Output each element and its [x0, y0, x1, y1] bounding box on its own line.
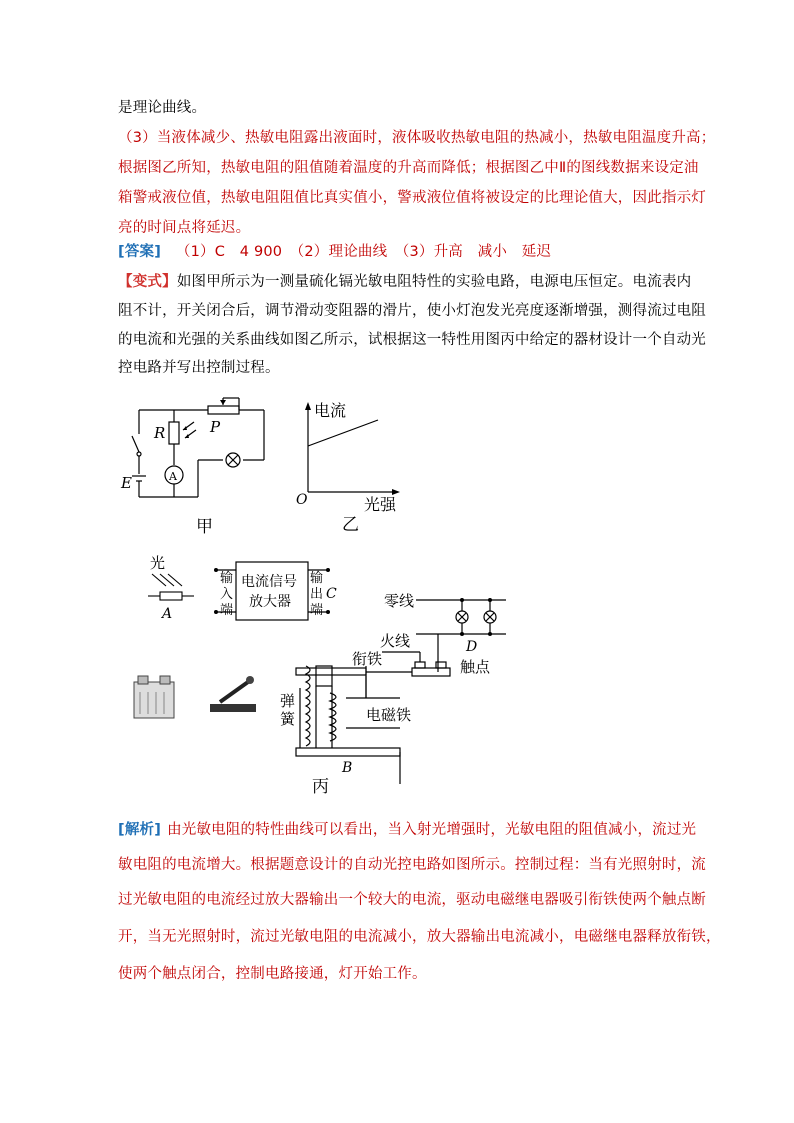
- text-line: 是理论曲线。: [118, 100, 207, 116]
- variant-line: 的电流和光强的关系曲线如图乙所示，试根据这一特性用图丙中给定的器材设计一个自动光: [118, 332, 706, 348]
- solution-line: 亮的时间点将延迟。: [118, 220, 251, 236]
- input-label-3: 端: [220, 603, 234, 618]
- knife-switch-image: [210, 676, 256, 712]
- analysis-text: 由光敏电阻的特性曲线可以看出，当入射光增强时，光敏电阻的阻值减小，流过光: [167, 822, 697, 838]
- bing-A: A: [162, 606, 173, 622]
- bing-neutral: 零线: [384, 592, 415, 610]
- label-E: E: [121, 474, 132, 492]
- answer-label: [答案]: [118, 244, 162, 260]
- answer-line: [118, 240, 551, 261]
- figure-bing: [120, 548, 520, 800]
- bing-spring-2: 簧: [280, 710, 296, 728]
- analysis-line: 使两个触点闭合，控制电路接通，灯开始工作。: [118, 966, 427, 982]
- variant-line: [118, 270, 691, 291]
- current-curve: [308, 420, 378, 446]
- caption-yi: 乙: [342, 515, 359, 535]
- solution-line: （3）当液体减少、热敏电阻露出液面时，液体吸收热敏电阻的热减小，热敏电阻温度升高；: [118, 130, 716, 146]
- caption-bing: 丙: [312, 777, 329, 797]
- ammeter-label: A: [169, 470, 177, 483]
- bing-B: B: [342, 760, 353, 776]
- analysis-line: 敏电阻的电流增大。根据题意设计的自动光控电路如图所示。控制过程：当有光照射时，流: [118, 857, 706, 873]
- battery-image: [134, 676, 174, 718]
- analysis-label: [解析]: [118, 822, 162, 838]
- solution-line: 根据图乙所知，热敏电阻的阻值随着温度的升高而降低；根据图乙中Ⅱ的图线数据来设定油: [118, 160, 699, 176]
- solution-line: 箱警戒液位值，热敏电阻阻值比真实值小，警戒液位值将被设定的比理论值大，因此指示灯: [118, 190, 706, 206]
- bing-D: D: [466, 639, 478, 655]
- bing-live: 火线: [380, 632, 411, 650]
- bing-C: C: [326, 586, 337, 602]
- label-R: R: [154, 424, 166, 442]
- label-P: P: [210, 418, 221, 436]
- variant-text: 如图甲所示为一测量硫化镉光敏电阻特性的实验电路，电源电压恒定。电流表内: [176, 274, 692, 290]
- output-label-2: 出: [310, 587, 324, 602]
- yi-xlabel: 光强: [364, 495, 397, 514]
- caption-jia: 甲: [196, 517, 213, 537]
- bing-light: 光: [150, 554, 166, 572]
- circuit-figure-jia: [112, 392, 282, 540]
- amp-line1: 电流信号: [241, 574, 297, 590]
- analysis-line: 开，当无光照射时，流过光敏电阻的电流减小，放大器输出电流减小，电磁继电器释放衔铁，: [118, 929, 721, 945]
- yi-ylabel: 电流: [314, 401, 347, 420]
- analysis-line: 过光敏电阻的电流经过放大器输出一个较大的电流，驱动电磁继电器吸引衔铁使两个触点断: [118, 892, 706, 908]
- variant-line: 控电路并写出控制过程。: [118, 360, 280, 376]
- variant-label: 【变式】: [118, 274, 177, 290]
- input-label-2: 入: [220, 587, 234, 602]
- output-label-3: 端: [310, 603, 324, 618]
- variant-line: 阻不计，开关闭合后，调节滑动变阻器的滑片，使小灯泡发光亮度逐渐增强，测得流过电阻: [118, 303, 706, 319]
- input-label-1: 输: [220, 571, 234, 586]
- bing-spring-1: 弹: [280, 692, 296, 710]
- output-label-1: 输: [310, 571, 324, 586]
- analysis-line: [118, 818, 696, 839]
- bing-contact: 触点: [460, 658, 491, 676]
- bing-armature: 衔铁: [352, 650, 383, 668]
- amp-line2: 放大器: [249, 594, 291, 610]
- graph-figure-yi: [290, 396, 420, 540]
- bing-electromagnet: 电磁铁: [366, 706, 412, 724]
- yi-origin: O: [296, 492, 308, 508]
- answer-content: （1）C 4 900 （2）理论曲线 （3）升高 减小 延迟: [175, 244, 552, 260]
